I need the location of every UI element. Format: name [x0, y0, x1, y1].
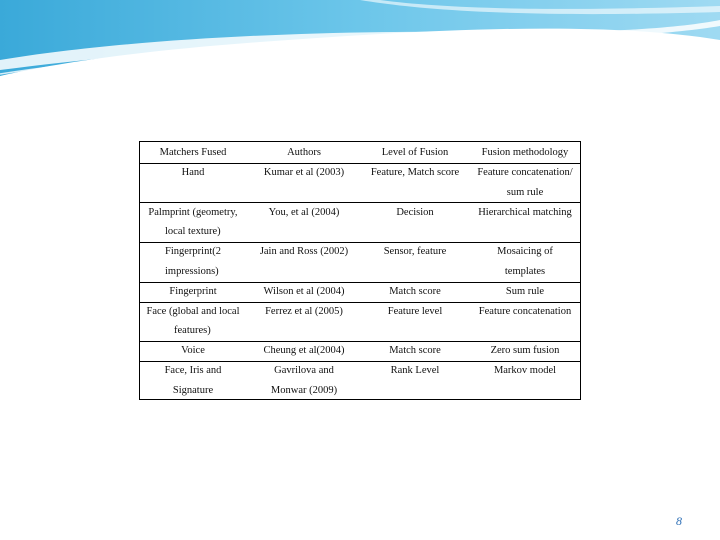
table-cell: Face, Iris and — [164, 365, 222, 376]
table-cell: Fingerprint — [169, 286, 217, 297]
table-cell: Zero sum fusion — [490, 345, 560, 356]
table-cell: Feature concatenation/ — [477, 167, 573, 178]
table-cell: Decision — [396, 207, 434, 218]
table-rule — [139, 282, 581, 283]
table-cell: Gavrilova and — [274, 365, 334, 376]
slide-number: 8 — [676, 514, 682, 528]
table-cell: Feature concatenation — [478, 306, 572, 317]
table-cell: Kumar et al (2003) — [263, 167, 345, 178]
table-cell: Signature — [172, 385, 214, 396]
table-cell: Mosaicing of — [497, 246, 553, 257]
table-cell: Face (global and local — [146, 306, 240, 317]
table-rule — [139, 163, 581, 164]
table-cell: Sum rule — [505, 286, 545, 297]
table-cell: Wilson et al (2004) — [263, 286, 345, 297]
table-cell: Sensor, feature — [383, 246, 447, 257]
table-cell: Markov model — [493, 365, 557, 376]
table-rule — [139, 361, 581, 362]
table-header-cell: Level of Fusion — [381, 147, 449, 158]
table-cell: Voice — [181, 345, 205, 356]
table-header-cell: Authors — [287, 147, 321, 158]
table-cell: Match score — [389, 345, 441, 356]
table-cell: templates — [504, 266, 546, 277]
table-rule — [139, 302, 581, 303]
table-cell: Jain and Ross (2002) — [259, 246, 349, 257]
table-cell: Cheung et al(2004) — [263, 345, 345, 356]
table-header-cell: Fusion methodology — [481, 147, 569, 158]
table-cell: You, et al (2004) — [268, 207, 340, 218]
table-cell: Ferrez et al (2005) — [265, 306, 343, 317]
table-rule — [139, 341, 581, 342]
table-rule — [139, 202, 581, 203]
table-cell: features) — [174, 325, 211, 336]
table-rule — [139, 242, 581, 243]
table-cell: local texture) — [165, 226, 221, 237]
table-cell: Monwar (2009) — [270, 385, 338, 396]
header-wave-decoration — [0, 0, 720, 90]
table-cell: Hierarchical matching — [478, 207, 572, 218]
table-cell: Palmprint (geometry, — [148, 207, 238, 218]
table-header-cell: Matchers Fused — [159, 147, 227, 158]
table-cell: Hand — [181, 167, 205, 178]
table-cell: Feature, Match score — [370, 167, 460, 178]
table-cell: Rank Level — [390, 365, 440, 376]
table-cell: Fingerprint(2 — [165, 246, 221, 257]
table-cell: impressions) — [165, 266, 219, 277]
table-cell: sum rule — [506, 187, 544, 198]
table-cell: Feature level — [387, 306, 443, 317]
table-cell: Match score — [389, 286, 441, 297]
